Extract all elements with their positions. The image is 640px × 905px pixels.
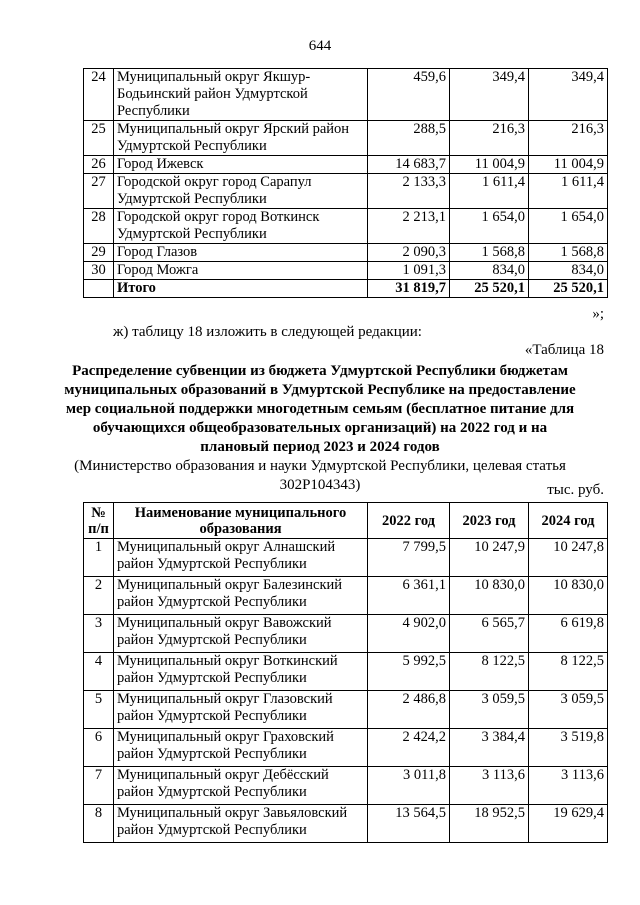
row-value-2024: 3 113,6 — [529, 767, 608, 805]
row-value-2023: 1 654,0 — [450, 209, 529, 244]
row-value-2024: 216,3 — [529, 121, 608, 156]
row-number: 25 — [84, 121, 114, 156]
row-number: 28 — [84, 209, 114, 244]
row-value-2024: 10 247,8 — [529, 539, 608, 577]
header-name: Наименование муниципального образования — [114, 503, 368, 539]
row-value-2024: 19 629,4 — [529, 805, 608, 843]
table-18 — [83, 502, 608, 843]
row-value-2022: 2 133,3 — [368, 174, 450, 209]
row-value-2023: 3 113,6 — [450, 767, 529, 805]
row-value-2022: 2 424,2 — [368, 729, 450, 767]
page-number: 644 — [308, 38, 332, 54]
row-value-2022: 6 361,1 — [368, 577, 450, 615]
row-value-2024: 6 619,8 — [529, 615, 608, 653]
row-number: 6 — [84, 729, 114, 767]
row-value-2024: 10 830,0 — [529, 577, 608, 615]
table-row — [84, 244, 608, 262]
row-value-2023: 11 004,9 — [450, 156, 529, 174]
row-number — [84, 280, 114, 298]
row-value-2024: 11 004,9 — [529, 156, 608, 174]
header-2022: 2022 год — [368, 503, 450, 539]
row-name: Городской округ город Воткинск Удмуртской Республики — [114, 209, 368, 244]
table-row — [84, 262, 608, 280]
row-name: Городской округ город Сарапул Удмуртской Республики — [114, 174, 368, 209]
row-name: Муниципальный округ Балезинский район Удмуртской Республики — [114, 577, 368, 615]
row-number: 1 — [84, 539, 114, 577]
row-value-2023: 10 247,9 — [450, 539, 529, 577]
row-value-2024: 3 519,8 — [529, 729, 608, 767]
row-value-2023: 8 122,5 — [450, 653, 529, 691]
row-name: Город Ижевск — [114, 156, 368, 174]
row-name: Муниципальный округ Воткинский район Удмуртской Республики — [114, 653, 368, 691]
row-value-2022: 2 213,1 — [368, 209, 450, 244]
table-title-main: Распределение субвенции из бюджета Удмуртской Республики бюджетам муниципальных образований в Удмуртской Республике на предоставление мер социальной поддержки многодетным семьям (бесплатное питание для обучающихся общеобразовательных организаций) на 2022 год и на плановый период 2023 и 2024 годов — [64, 363, 576, 455]
row-name: Город Можга — [114, 262, 368, 280]
row-value-2023: 3 384,4 — [450, 729, 529, 767]
row-value-2022: 4 902,0 — [368, 615, 450, 653]
table-row — [84, 615, 608, 653]
header-2024: 2024 год — [529, 503, 608, 539]
row-value-2023: 216,3 — [450, 121, 529, 156]
row-number: 29 — [84, 244, 114, 262]
row-value-2022: 2 486,8 — [368, 691, 450, 729]
table-row — [84, 767, 608, 805]
row-value-2023: 18 952,5 — [450, 805, 529, 843]
row-number: 7 — [84, 767, 114, 805]
units-label: тыс. руб. — [547, 482, 604, 498]
header-2023: 2023 год — [450, 503, 529, 539]
row-value-2022: 459,6 — [368, 69, 450, 121]
row-number: 30 — [84, 262, 114, 280]
row-number: 3 — [84, 615, 114, 653]
row-name: Муниципальный округ Ярский район Удмуртской Республики — [114, 121, 368, 156]
table-row — [84, 653, 608, 691]
row-value-2023: 1 568,8 — [450, 244, 529, 262]
row-value-2022: 1 091,3 — [368, 262, 450, 280]
row-name: Итого — [114, 280, 368, 298]
row-value-2023: 1 611,4 — [450, 174, 529, 209]
closing-mark: »; — [592, 306, 604, 322]
row-value-2023: 10 830,0 — [450, 577, 529, 615]
row-value-2023: 3 059,5 — [450, 691, 529, 729]
table-row — [84, 156, 608, 174]
row-name: Муниципальный округ Вавожский район Удмуртской Республики — [114, 615, 368, 653]
row-value-2024: 25 520,1 — [529, 280, 608, 298]
row-value-2024: 1 654,0 — [529, 209, 608, 244]
table-title — [60, 362, 580, 495]
row-number: 8 — [84, 805, 114, 843]
row-number: 24 — [84, 69, 114, 121]
row-number: 26 — [84, 156, 114, 174]
row-value-2023: 6 565,7 — [450, 615, 529, 653]
row-value-2022: 7 799,5 — [368, 539, 450, 577]
row-value-2024: 3 059,5 — [529, 691, 608, 729]
table-title-subtitle: (Министерство образования и науки Удмуртской Республики, целевая статья 302Р104343) — [74, 458, 566, 493]
row-value-2024: 834,0 — [529, 262, 608, 280]
table-row — [84, 174, 608, 209]
table-row — [84, 280, 608, 298]
table-header-row — [84, 503, 608, 539]
row-value-2022: 14 683,7 — [368, 156, 450, 174]
row-name: Муниципальный округ Граховский район Удмуртской Республики — [114, 729, 368, 767]
row-value-2022: 31 819,7 — [368, 280, 450, 298]
row-number: 2 — [84, 577, 114, 615]
row-value-2022: 5 992,5 — [368, 653, 450, 691]
row-name: Муниципальный округ Дебёсский район Удмуртской Республики — [114, 767, 368, 805]
table-row — [84, 69, 608, 121]
table-row — [84, 691, 608, 729]
row-value-2022: 2 090,3 — [368, 244, 450, 262]
row-name: Город Глазов — [114, 244, 368, 262]
row-value-2023: 834,0 — [450, 262, 529, 280]
row-name: Муниципальный округ Завьяловский район Удмуртской Республики — [114, 805, 368, 843]
row-value-2024: 1 611,4 — [529, 174, 608, 209]
table-row — [84, 121, 608, 156]
row-value-2022: 288,5 — [368, 121, 450, 156]
row-number: 27 — [84, 174, 114, 209]
row-value-2023: 349,4 — [450, 69, 529, 121]
row-name: Муниципальный округ Якшур-Бодьинский район Удмуртской Республики — [114, 69, 368, 121]
header-number: № п/п — [84, 503, 114, 539]
row-value-2024: 8 122,5 — [529, 653, 608, 691]
table-row — [84, 729, 608, 767]
amendment-text: ж) таблицу 18 изложить в следующей редакции: — [113, 324, 422, 340]
row-value-2022: 13 564,5 — [368, 805, 450, 843]
row-value-2023: 25 520,1 — [450, 280, 529, 298]
table-row — [84, 577, 608, 615]
row-value-2024: 349,4 — [529, 69, 608, 121]
row-value-2024: 1 568,8 — [529, 244, 608, 262]
table-row — [84, 805, 608, 843]
row-number: 4 — [84, 653, 114, 691]
table-row — [84, 209, 608, 244]
row-name: Муниципальный округ Алнашский район Удмуртской Республики — [114, 539, 368, 577]
row-number: 5 — [84, 691, 114, 729]
table-reference: «Таблица 18 — [524, 342, 604, 358]
table-top-continuation — [83, 68, 608, 298]
row-value-2022: 3 011,8 — [368, 767, 450, 805]
table-row — [84, 539, 608, 577]
row-name: Муниципальный округ Глазовский район Удмуртской Республики — [114, 691, 368, 729]
